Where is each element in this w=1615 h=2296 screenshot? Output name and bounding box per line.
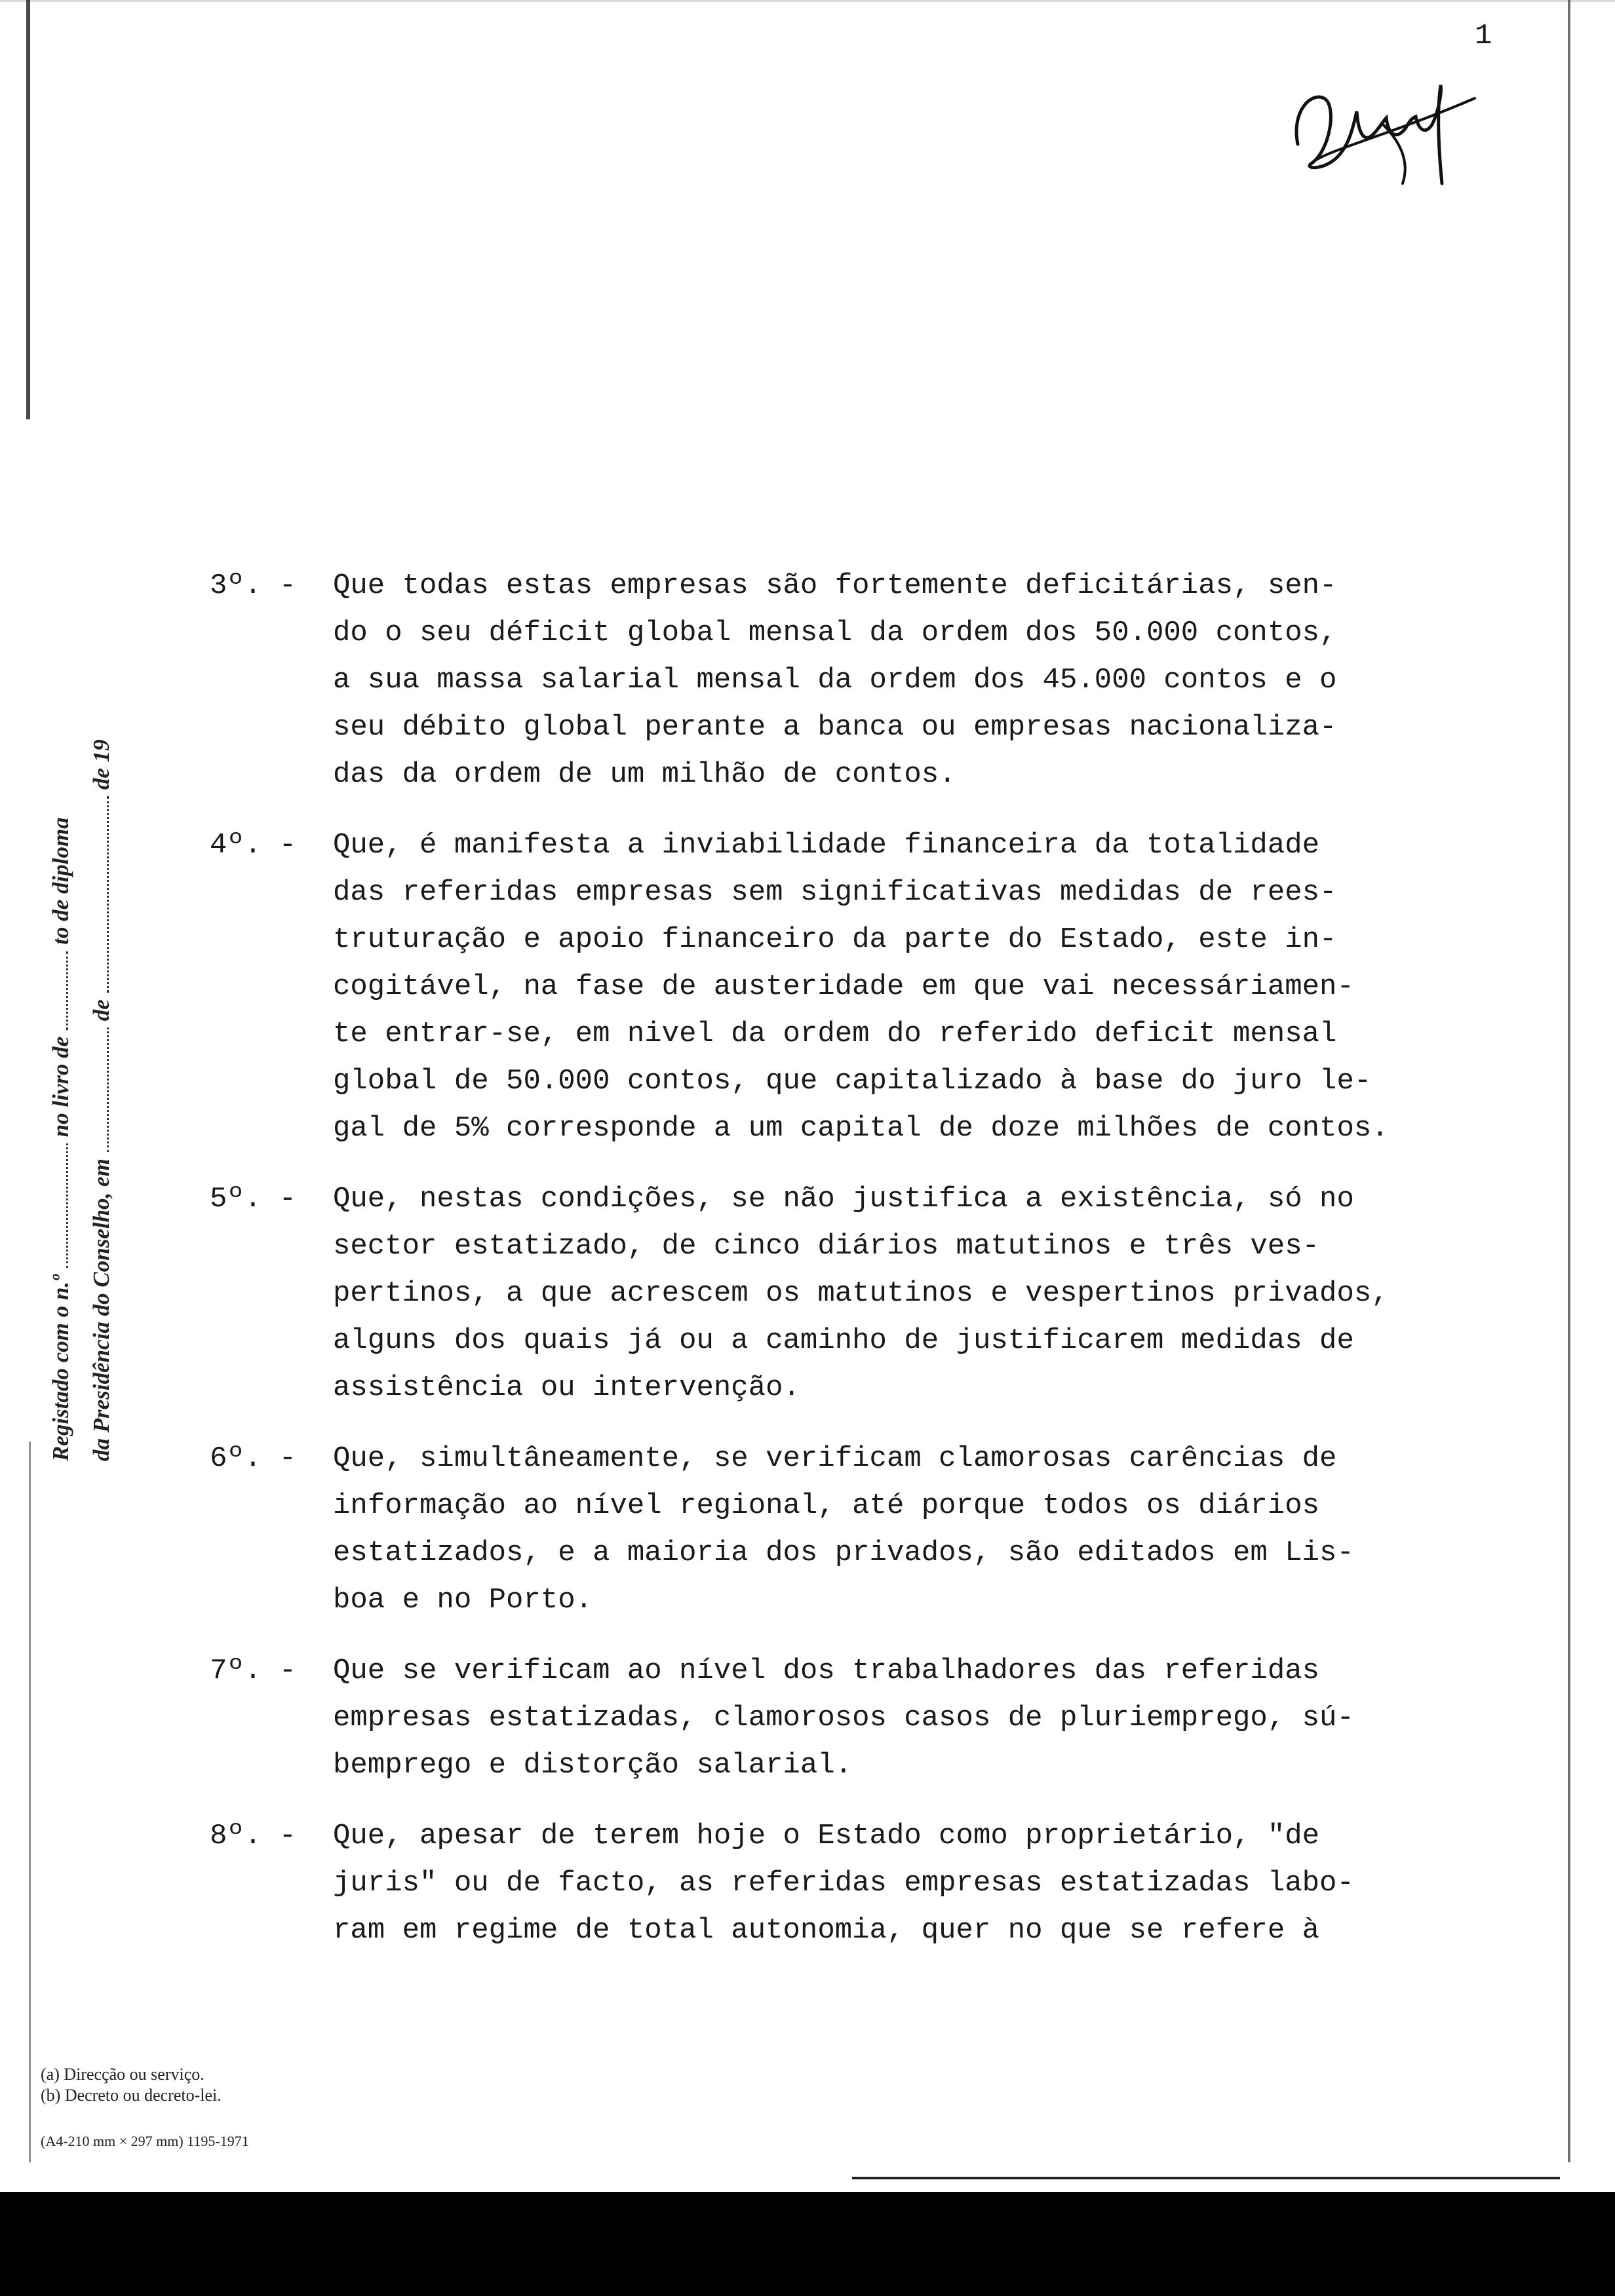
- stamp-line-2: da Presidência do Conselho, emdede 19: [88, 739, 114, 1461]
- footnote-b: (b) Decreto ou decreto-lei.: [41, 2086, 222, 2105]
- footnote-a: (a) Direcção ou serviço.: [41, 2065, 204, 2084]
- clause-text: Que todas estas empresas são fortemente deficitárias, sen- do o seu déficit global mensal da ordem dos 50.000 contos, a sua massa salarial mensal da ordem dos 45.000 contos e o seu débito global perante a banca ou empresas nacionaliza- das da ordem de um milhão de contos.: [333, 569, 1337, 791]
- scan-right-edge: [1568, 0, 1570, 2162]
- scan-bottom-rule: [852, 2177, 1560, 2179]
- clause-number: 4º. -: [210, 829, 297, 862]
- clause-text: Que se verificam ao nível dos trabalhadores das referidas empresas estatizadas, clamorosos casos de pluriemprego, sú- bemprego e distorção salarial.: [333, 1655, 1354, 1782]
- scan-left-edge-lower: [29, 1442, 31, 2162]
- clause-text: Que, nestas condições, se não justifica a existência, só no sector estatizado, de cinco diários matutinos e três ves- pertinos, a que acrescem os matutinos e vespertinos privados, alguns dos quais já ou a caminho de justificarem medidas de assistência ou intervenção.: [333, 1183, 1389, 1404]
- clause-number: 5º. -: [210, 1183, 297, 1215]
- document-body: [210, 562, 1521, 1978]
- clause-3: [210, 562, 1521, 798]
- clause-text: Que, apesar de terem hoje o Estado como proprietário, "de juris" ou de facto, as referidas empresas estatizadas labo- ram em regime de total autonomia, quer no que se refere à: [333, 1820, 1354, 1947]
- clause-text: Que, é manifesta a inviabilidade financeira da totalidade das referidas empresas sem significativas medidas de rees- truturação e apoio financeiro da parte do Estado, este in- cogitável, na fase de austeridade em que vai necessáriamen- te entrar-se, em nivel da ordem do referido deficit mensal global de 50.000 contos, que capitalizado à base do juro le- gal de 5% corresponde a um capital de doze milhões de contos.: [333, 829, 1389, 1145]
- page-number: 1: [1475, 20, 1492, 52]
- scan-top-edge: [0, 0, 1615, 2]
- stamp-line-1: Registado com o n.ºno livro deto de diploma: [48, 817, 73, 1461]
- clause-number: 3º. -: [210, 569, 297, 602]
- clause-4: [210, 822, 1521, 1152]
- clause-number: 6º. -: [210, 1442, 297, 1475]
- clause-6: [210, 1435, 1521, 1624]
- clause-8: [210, 1812, 1521, 1954]
- clause-number: 8º. -: [210, 1820, 297, 1852]
- scan-bottom-edge: [0, 2192, 1615, 2296]
- clause-5: [210, 1176, 1521, 1411]
- handwritten-signature: [1285, 72, 1481, 190]
- scan-left-edge: [26, 0, 30, 419]
- clause-7: [210, 1647, 1521, 1789]
- clause-text: Que, simultâneamente, se verificam clamorosas carências de informação ao nível regional, até porque todos os diários estatizados, e a maioria dos privados, são editados em Lis- boa e no Porto.: [333, 1442, 1354, 1617]
- registration-stamp: [41, 739, 122, 1461]
- clause-number: 7º. -: [210, 1655, 297, 1687]
- footnotes: [41, 2064, 222, 2106]
- form-code: (A4-210 mm × 297 mm) 1195-1971: [41, 2133, 249, 2149]
